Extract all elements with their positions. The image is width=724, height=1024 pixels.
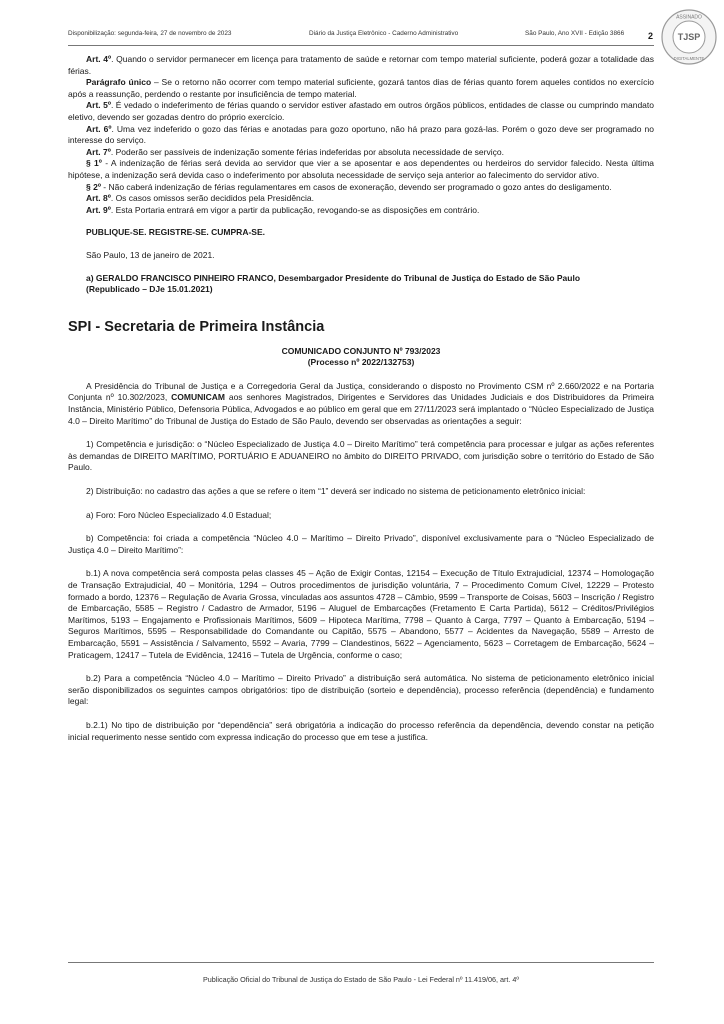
- article-8-text: . Os casos omissos serão decididos pela Presidência.: [110, 193, 314, 204]
- paragraph-2-label: § 2º: [86, 181, 101, 192]
- page-footer: Publicação Oficial do Tribunal de Justiça do Estado de São Paulo - Lei Federal nº 11.419/06, art. 4º: [203, 975, 519, 984]
- article-6-text: . Uma vez indeferido o gozo das férias e anotadas para gozo oportuno, não há prazo para gozá-las. Porém o gozo deve ser programado no interesse do serviço.: [68, 123, 654, 146]
- paragraph-1: [68, 158, 654, 181]
- republication-note: (Republicado – DJe 15.01.2021): [86, 284, 213, 295]
- intro-keyword: COMUNICAM: [171, 392, 225, 403]
- paragraph-2-text: - Não caberá indenização de férias regulamentares em casos de exoneração, devendo ser programado o gozo antes do desligamento.: [100, 181, 612, 192]
- article-6: [68, 124, 654, 147]
- header-date: Disponibilização: segunda-feira, 27 de novembro de 2023: [68, 30, 232, 37]
- page-header: [68, 30, 654, 42]
- seal-bottom-text: DIGITALMENTE: [673, 56, 705, 61]
- section-title: SPI - Secretaria de Primeira Instância: [68, 318, 325, 335]
- article-4-text: . Quando o servidor permanecer em licença para tratamento de saúde e retornar com tempo material suficiente, poderá gozar a totalidade das férias.: [68, 54, 654, 76]
- item-b1: b.1) A nova competência será composta pelas classes 45 – Ação de Exigir Contas, 12154 – Execução de Título Extrajudicial, 12374 – Homologação de Transação Extrajudicial, 40 – Monitória, 1294 – Outros procedimentos de jurisdição voluntária, 7 – Procedimento Comum Cível, 12229 – Protesto formado a bordo, 12376 – Regulação de Avaria Grossa, vinculadas aos assuntos 4728 – Câmbio, 9599 – Transporte de Coisas, 5603 – Inscrição / Registro de Embarcação, 5585 – Registro / Cadastro de Armador, 5196 – Aluguel de Embarcações (Fretamento E Carta Partida), 5612 – Créditos/Privilégios Marítimos, 5193 – Engajamento e Profissionais Marítimos, 5609 – Hipoteca Marítima, 7798 – Quanto à Carga, 7797 – Quanto à Embarcação, 5194 – Seguros Marítimos, 5595 – Responsabilidade do Comandante ou Capitão, 5575 – Abandono, 5577 – Acidentes da Navegação, 5589 – Arresto de Embarcação, 5591 – Assistência / Salvamento, 5592 – Avaria, 7799 – Clandestinos, 5622 – Agenciamento, 5623 – Corretagem de Embarcação, 5624 – Praticagem, 12417 – Tutela de Evidência, 12416 – Tutela de Urgência, conforme o caso;: [68, 568, 654, 660]
- paragraph-1-text: - A indenização de férias será devida ao servidor que vier a se aposentar e aos dependentes ou herdeiros do servidor falecido. Nesta última hipótese, a indenização será devida caso o indeferimento por absoluta necessidade de serviço seja anterior ao falecimento do servidor ativo.: [68, 158, 655, 180]
- digital-signature-seal: [660, 8, 718, 66]
- communique-intro: [68, 381, 654, 427]
- item-b21: b.2.1) No tipo de distribuição por “dependência” será obrigatória a indicação do processo referência da dependência, devendo constar na petição inicial requerimento nesse sentido com expressa indicação do processo que em tese a justifica.: [68, 719, 654, 742]
- article-9-label: Art. 9º: [86, 204, 111, 215]
- document-date: São Paulo, 13 de janeiro de 2021.: [86, 249, 215, 260]
- article-4-label: Art. 4º: [86, 54, 112, 64]
- article-8: [68, 193, 654, 205]
- sole-paragraph: [68, 77, 654, 100]
- footer-divider: [68, 962, 654, 963]
- article-7-text: . Poderão ser passíveis de indenização somente férias indeferidas por absoluta necessidade de serviço.: [110, 146, 504, 157]
- intro-before: A Presidência do Tribunal de Justiça e a Corregedoria Geral da Justiça, considerando o disposto no Provimento CSM nº 2.660/2022 e na Portaria Conjunta nº 10.302/2023,: [68, 380, 654, 403]
- header-edition: São Paulo, Ano XVII - Edição 3866: [525, 30, 625, 37]
- publication-order: PUBLIQUE-SE. REGISTRE-SE. CUMPRA-SE.: [86, 227, 265, 238]
- signature-line: a) GERALDO FRANCISCO PINHEIRO FRANCO, Desembargador Presidente do Tribunal de Justiça do Estado de São Paulo: [86, 272, 581, 283]
- article-4: [68, 54, 654, 77]
- article-9: [68, 205, 654, 217]
- article-6-label: Art. 6º: [86, 123, 112, 134]
- paragraph-2: [68, 182, 654, 194]
- sole-paragraph-text: – Se o retorno não ocorrer com tempo material suficiente, gozará tantos dias de férias quanto forem aqueles contidos no exercício após a reassunção, perdendo o restante por insuficiência de tempo material.: [68, 77, 654, 99]
- item-b2: b.2) Para a competência “Núcleo 4.0 – Marítimo – Direito Privado” a distribuição será automática. No sistema de peticionamento eletrônico inicial serão disponibilizados os seguintes campos obrigatórios: tipo de distribuição (sorteio e dependência), processo referência (dependência) e fundamento legal:: [68, 673, 654, 707]
- item-1: 1) Competência e jurisdição: o “Núcleo Especializado de Justiça 4.0 – Direito Marítimo” terá competência para processar e julgar as ações referentes às demandas de DIREITO MARÍTIMO, PORTUÁRIO E ADUANEIRO no âmbito do DIREITO PRIVADO, com jurisdição sobre o território do Estado de São Paulo.: [68, 439, 654, 473]
- seal-top-text: ASSINADO: [676, 14, 702, 21]
- page-number: 2: [648, 31, 654, 41]
- article-7-label: Art. 7º: [86, 146, 111, 157]
- paragraph-1-label: § 1º: [86, 158, 102, 169]
- document-body: [68, 54, 654, 743]
- sole-paragraph-label: Parágrafo único: [86, 77, 152, 88]
- header-journal: Diário da Justiça Eletrônico - Caderno Administrativo: [309, 30, 459, 37]
- article-9-text: . Esta Portaria entrará em vigor a partir da publicação, revogando-se as disposições em contrário.: [110, 204, 480, 215]
- article-8-label: Art. 8º: [86, 193, 111, 204]
- article-5-label: Art. 5º: [86, 100, 111, 111]
- item-2: 2) Distribuição: no cadastro das ações a que se refere o item “1” deverá ser indicado no sistema de peticionamento eletrônico inicial:: [86, 486, 586, 497]
- article-7: [68, 147, 654, 159]
- communique-title: COMUNICADO CONJUNTO Nº 793/2023: [281, 345, 441, 356]
- article-5-text: . É vedado o indeferimento de férias quando o servidor estiver afastado em outros órgãos públicos, entidades de classe ou cumprindo mandato eletivo, devendo ser gozadas dentro do próprio exercício.: [68, 100, 654, 122]
- intro-after: aos senhores Magistrados, Dirigentes e Servidores das Unidades Judiciais e dos Distribuidores da Primeira Instância, Ministério Público, Defensoria Pública, Advogados e ao público em geral que em 27/11/2023 será implantado o “Núcleo Especializado de Justiça 4.0 – Direito Marítimo” do Tribunal de Justiça do Estado de São Paulo, devendo ser observadas as orientações a seguir:: [68, 392, 654, 426]
- seal-logo-text: TJSP: [677, 32, 701, 42]
- header-divider: [68, 45, 654, 46]
- article-5: [68, 100, 654, 123]
- item-a: a) Foro: Foro Núcleo Especializado 4.0 Estadual;: [86, 509, 272, 520]
- process-number: (Processo nº 2022/132753): [307, 357, 415, 368]
- item-b: b) Competência: foi criada a competência “Núcleo 4.0 – Marítimo – Direito Privado”, disponível exclusivamente para o “Núcleo Especializado de Justiça 4.0 – Direito Marítimo”:: [68, 533, 654, 555]
